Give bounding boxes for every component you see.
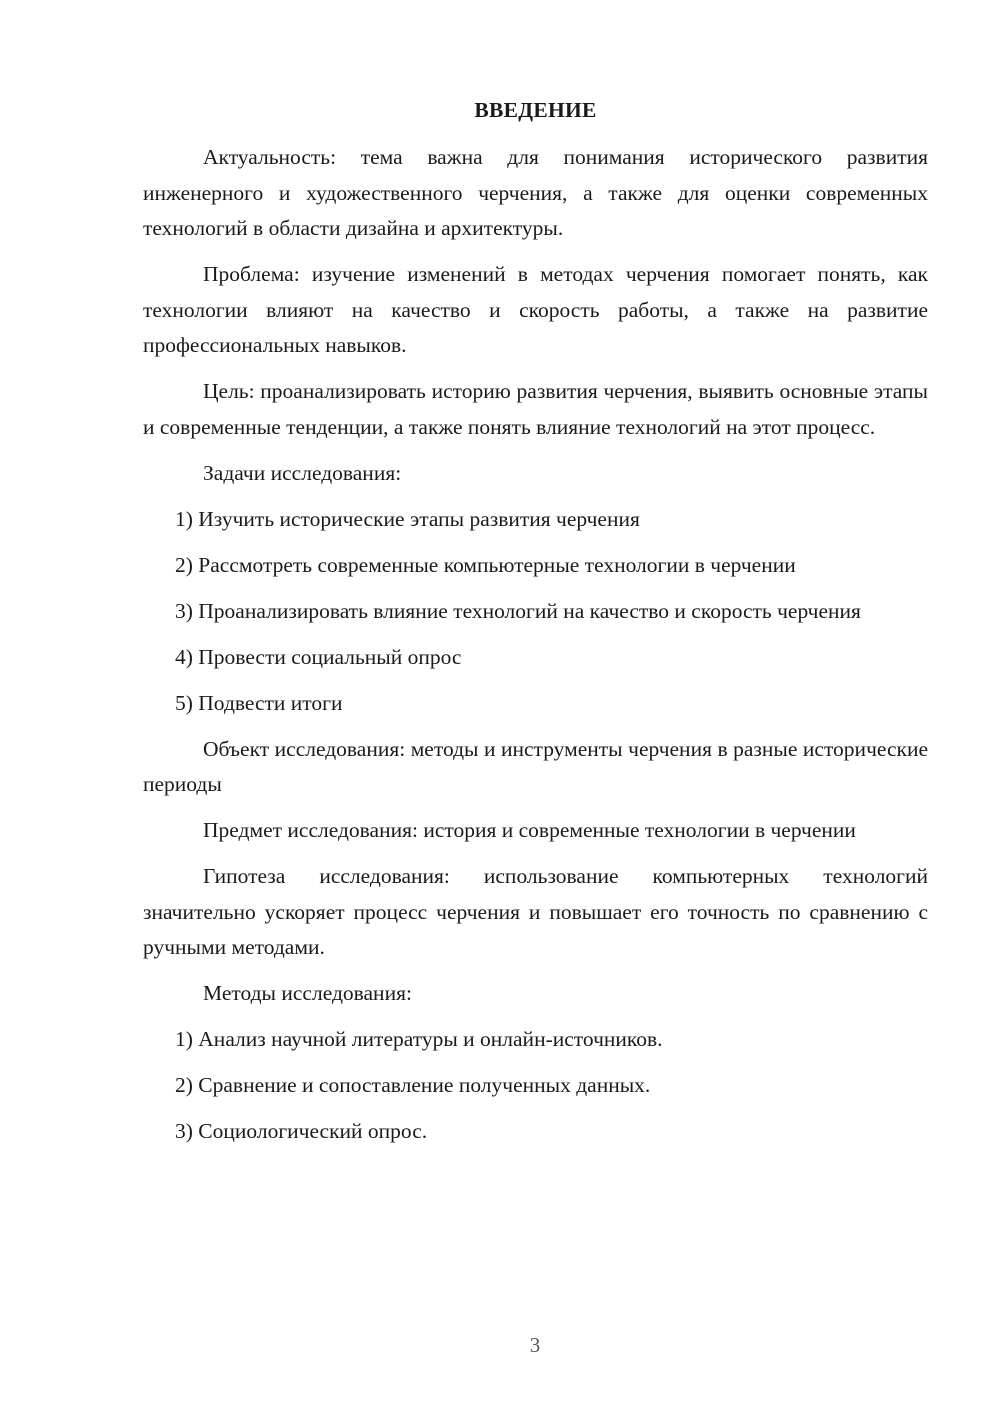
task-item: 3) Проанализировать влияние технологий на качество и скорость черчения [175,598,861,623]
task-item: 1) Изучить исторические этапы развития черчения [175,506,640,531]
relevance-paragraph: Актуальность: тема важна для понимания исторического развития инженерного и художественного черчения, а также для оценки современных технологий в области дизайна и архитектуры. [143,145,928,240]
method-item: 1) Анализ научной литературы и онлайн-источников. [175,1027,663,1051]
goal-paragraph: Цель: проанализировать историю развития черчения, выявить основные этапы и современные тенденции, а также понять влияние технологий на этот процесс. [143,379,928,439]
page-number: 3 [529,1333,541,1357]
hypothesis-paragraph: Гипотеза исследования: использование компьютерных технологий значительно ускоряет процесс черчения и повышает его точность по сравнению с ручными методами. [143,864,928,959]
section-title: ВВЕДЕНИЕ [474,98,597,122]
task-item: 5) Подвести итоги [175,690,343,715]
subject-paragraph: Предмет исследования: история и современные технологии в черчении [203,818,856,842]
method-item: 2) Сравнение и сопоставление полученных данных. [175,1073,651,1097]
method-item: 3) Социологический опрос. [175,1119,428,1143]
methods-heading: Методы исследования: [203,981,412,1005]
object-paragraph: Объект исследования: методы и инструменты черчения в разные исторические периоды [143,736,928,796]
task-item: 2) Рассмотреть современные компьютерные технологии в черчении [175,552,796,577]
tasks-heading: Задачи исследования: [203,460,402,485]
task-item: 4) Провести социальный опрос [175,644,462,669]
document-page [143,93,928,1160]
problem-paragraph: Проблема: изучение изменений в методах черчения помогает понять, как технологии влияют на качество и скорость работы, а также на развитие профессиональных навыков. [143,262,928,357]
